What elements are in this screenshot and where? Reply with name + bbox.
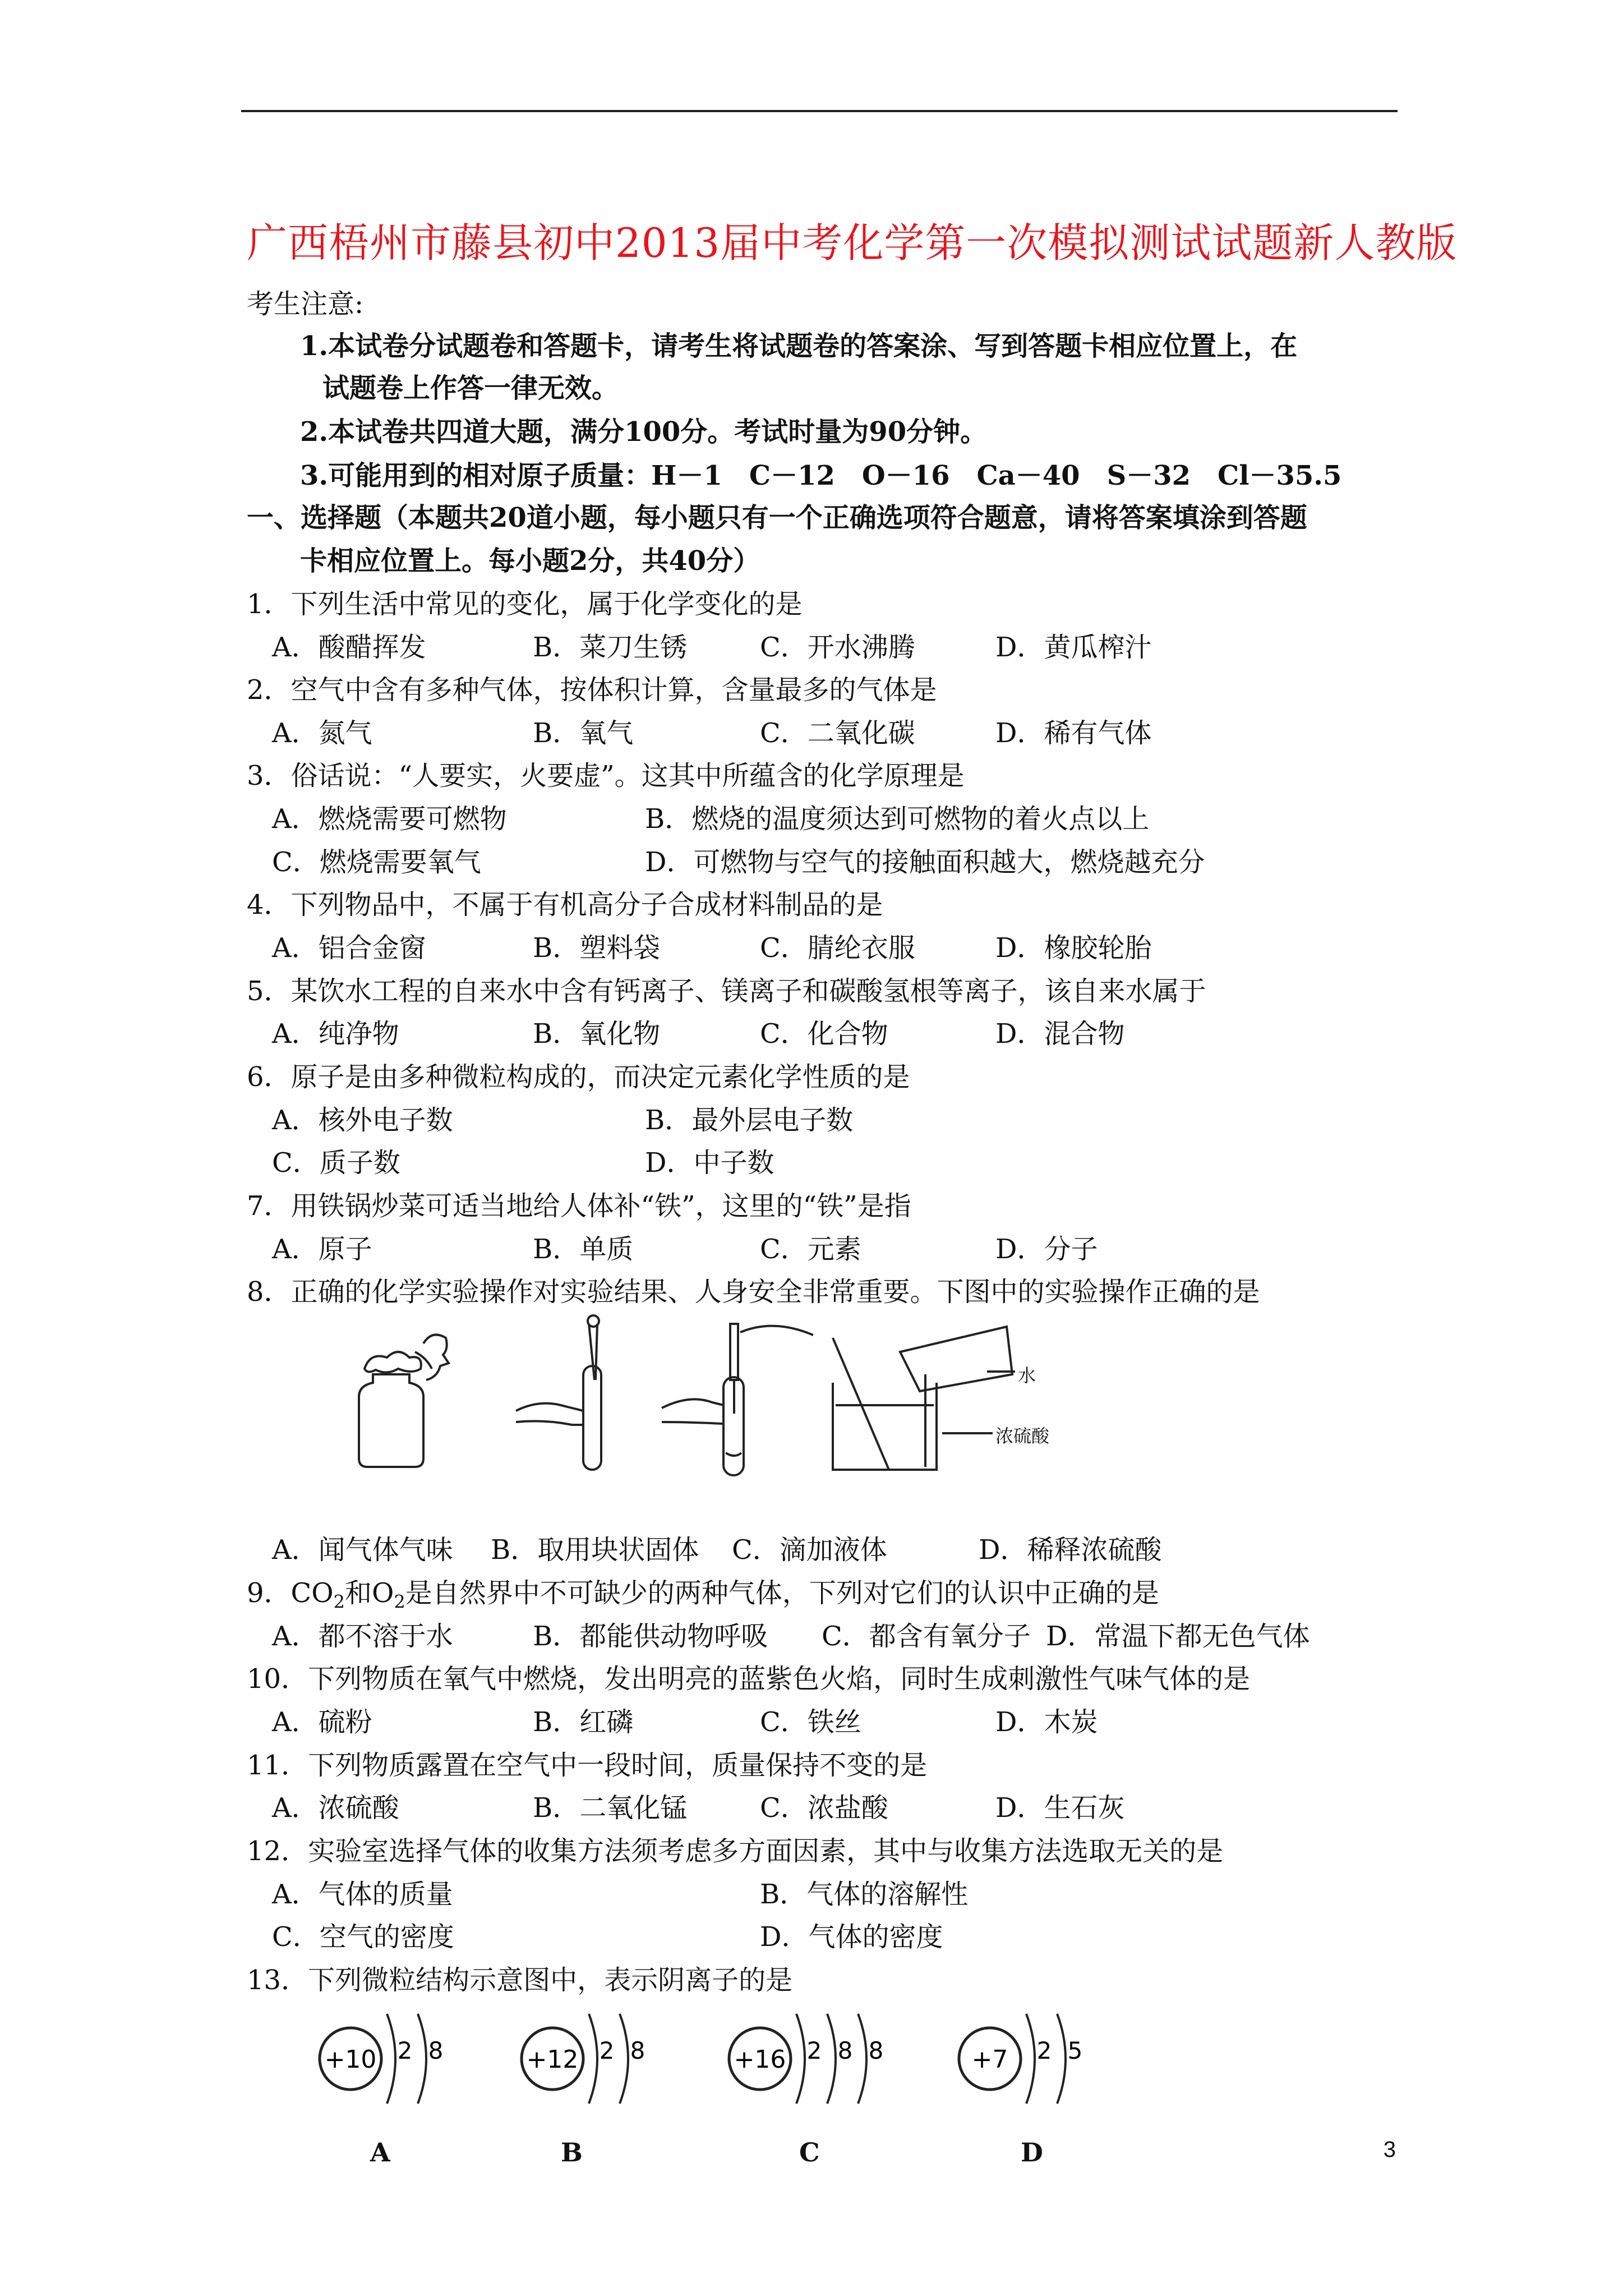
q7-option-d: D．分子 [995,1234,1098,1265]
q2-option-b: B．氧气 [533,717,634,749]
q5-option-d: D．混合物 [995,1018,1125,1050]
question-7: 7．用铁锅炒菜可适当地给人体补“铁”，这里的“铁”是指 [247,1190,911,1222]
q10-option-d: D．木炭 [995,1706,1098,1738]
q9-option-a: A．都不溶于水 [272,1621,453,1652]
shell-electron-count: 2 [806,2037,822,2064]
q6-option-b: B．最外层电子数 [645,1105,854,1136]
q6-option-c: C．质子数 [272,1147,400,1179]
section-heading: 一、选择题（本题共20道小题，每小题只有一个正确选项符合题意，请将答案填涂到答题 [247,502,1307,533]
q11-option-d: D．生石灰 [995,1792,1125,1824]
q12-option-b: B．气体的溶解性 [760,1879,969,1910]
electron-shell-arc [418,2014,426,2104]
question-10: 10．下列物质在氧气中燃烧，发出明亮的蓝紫色火焰，同时生成刺激性气味气体的是 [247,1663,1251,1695]
atom-label-a: A [370,2137,390,2168]
q11-option-c: C．浓盐酸 [760,1792,888,1824]
nucleus-charge: +7 [971,2045,1008,2074]
q4-option-c: C．腈纶衣服 [760,932,915,964]
q12-option-c: C．空气的密度 [272,1921,454,1953]
q12-option-a: A．气体的质量 [272,1879,453,1910]
smell-gas-illustration [359,1335,449,1467]
notice-item-2: 2.本试卷共四道大题，满分100分。考试时量为90分钟。 [300,416,988,448]
notice-item-3: 3.可能用到的相对原子质量：H－1 C－12 O－16 Ca－40 S－32 Cl－35.5 [300,460,1342,491]
shell-electron-count: 8 [868,2037,884,2064]
q3-option-a: A．燃烧需要可燃物 [272,803,507,835]
q11-option-b: B．二氧化锰 [533,1792,688,1824]
q6-option-d: D．中子数 [645,1147,774,1179]
electron-shell-arc [858,2014,866,2104]
q5-option-c: C．化合物 [760,1018,888,1050]
q1-option-b: B．菜刀生锈 [533,632,688,663]
nucleus-charge: +10 [324,2045,377,2074]
electron-shell-arc [620,2014,628,2104]
electron-shell-arc [827,2014,836,2104]
q3-option-b: B．燃烧的温度须达到可燃物的着火点以上 [645,803,1150,835]
q3-option-c: C．燃烧需要氧气 [272,846,481,878]
question-1: 1．下列生活中常见的变化，属于化学变化的是 [247,588,803,620]
q7-option-b: B．单质 [533,1234,634,1265]
solid-tongs-illustration [516,1315,601,1470]
atom-diagram-a [314,1994,499,2123]
shell-electron-count: 8 [837,2037,853,2064]
q7-option-c: C．元素 [760,1234,861,1265]
question-5: 5．某饮水工程的自来水中含有钙离子、镁离子和碳酸氢根等离子，该自来水属于 [247,976,1206,1007]
atom-label-c: C [799,2137,820,2168]
question-2: 2．空气中含有多种气体，按体积计算，含量最多的气体是 [247,674,937,706]
q1-option-a: A．酸醋挥发 [272,632,426,663]
q10-option-c: C．铁丝 [760,1706,861,1738]
shell-electron-count: 8 [428,2037,444,2064]
shell-electron-count: 8 [630,2037,645,2064]
q3-option-d: D．可燃物与空气的接触面积越大，燃烧越充分 [645,846,1205,878]
question-6: 6．原子是由多种微粒构成的，而决定元素化学性质的是 [247,1061,910,1093]
question-13: 13．下列微粒结构示意图中，表示阴离子的是 [247,1964,793,1996]
question-9: 9．$CO_2$和$O_2$是自然界中不可缺少的两种气体，下列对它们的认识中正确的是 [247,1577,1159,1613]
q1-option-c: C．开水沸腾 [760,632,915,663]
question-11: 11．下列物质露置在空气中一段时间，质量保持不变的是 [247,1750,928,1781]
dilution-illustration [833,1327,1015,1470]
q7-option-a: A．原子 [272,1234,372,1265]
nucleus-charge: +16 [734,2045,786,2074]
q9-option-d: D．常温下都无色气体 [1046,1621,1310,1652]
q2-option-d: D．稀有气体 [995,717,1152,749]
notice-item-1: 1.本试卷分试题卷和答题卡，请考生将试题卷的答案涂、写到答题卡相应位置上，在 [300,330,1298,362]
shell-electron-count: 2 [599,2037,615,2064]
shell-electron-count: 2 [397,2037,413,2064]
q11-option-a: A．浓硫酸 [272,1792,399,1824]
notice-heading: 考生注意: [247,288,364,320]
header-rule [241,110,1398,112]
q4-option-b: B．塑料袋 [533,932,661,964]
atom-label-d: D [1021,2137,1043,2168]
electron-shell-arc [387,2014,395,2104]
q4-option-a: A．铝合金窗 [272,932,426,964]
nucleus-charge: +12 [526,2045,579,2074]
acid-label: 浓硫酸 [995,1425,1050,1447]
q10-option-a: A．硫粉 [272,1706,372,1738]
q9-option-c: C．都含有氧分子 [822,1621,1031,1652]
q4-option-d: D．橡胶轮胎 [995,932,1152,964]
electron-shell-arc [1057,2014,1066,2104]
atom-diagram-b [516,1994,701,2123]
q6-option-a: A．核外电子数 [272,1105,453,1136]
electron-shell-arc [589,2014,597,2104]
question-3: 3．俗话说：“人要实，火要虚”。这其中所蕴含的化学原理是 [247,760,965,792]
q8-option-a: A．闻气体气味 [272,1534,453,1566]
atom-diagram-d [953,1994,1138,2123]
q5-option-b: B．氧化物 [533,1018,661,1050]
shell-electron-count: 5 [1067,2037,1083,2064]
atom-diagram-c [723,1994,909,2123]
shell-electron-count: 2 [1036,2037,1052,2064]
water-label: 水 [1018,1365,1036,1386]
q9-option-b: B．都能供动物呼吸 [533,1621,768,1652]
q2-option-a: A．氮气 [272,717,372,749]
dropper-illustration [662,1324,813,1475]
page-title: 广西梧州市藤县初中2013届中考化学第一次模拟测试试题新人教版 [247,219,1458,266]
atom-label-b: B [561,2137,583,2168]
q1-option-d: D．黄瓜榨汁 [995,632,1152,663]
page-number: 3 [1383,2137,1396,2162]
question-12: 12．实验室选择气体的收集方法须考虑多方面因素，其中与收集方法选取无关的是 [247,1835,1224,1867]
question-4: 4．下列物品中，不属于有机高分子合成材料制品的是 [247,889,883,921]
electron-shell-arc [796,2014,805,2104]
electron-shell-arc [1026,2014,1035,2104]
q8-lab-operations-figure [348,1313,1161,1481]
q8-option-d: D．稀释浓硫酸 [979,1534,1162,1566]
q5-option-a: A．纯净物 [272,1018,399,1050]
section-heading-cont: 卡相应位置上。每小题2分，共40分） [300,545,760,577]
q8-option-b: B．取用块状固体 [491,1534,699,1566]
question-8: 8．正确的化学实验操作对实验结果、人身安全非常重要。下图中的实验操作正确的是 [247,1276,1260,1308]
q8-option-c: C．滴加液体 [732,1534,887,1566]
q2-option-c: C．二氧化碳 [760,717,915,749]
notice-item-1-cont: 试题卷上作答一律无效。 [322,372,619,404]
q12-option-d: D．气体的密度 [760,1921,943,1953]
q10-option-b: B．红磷 [533,1706,634,1738]
